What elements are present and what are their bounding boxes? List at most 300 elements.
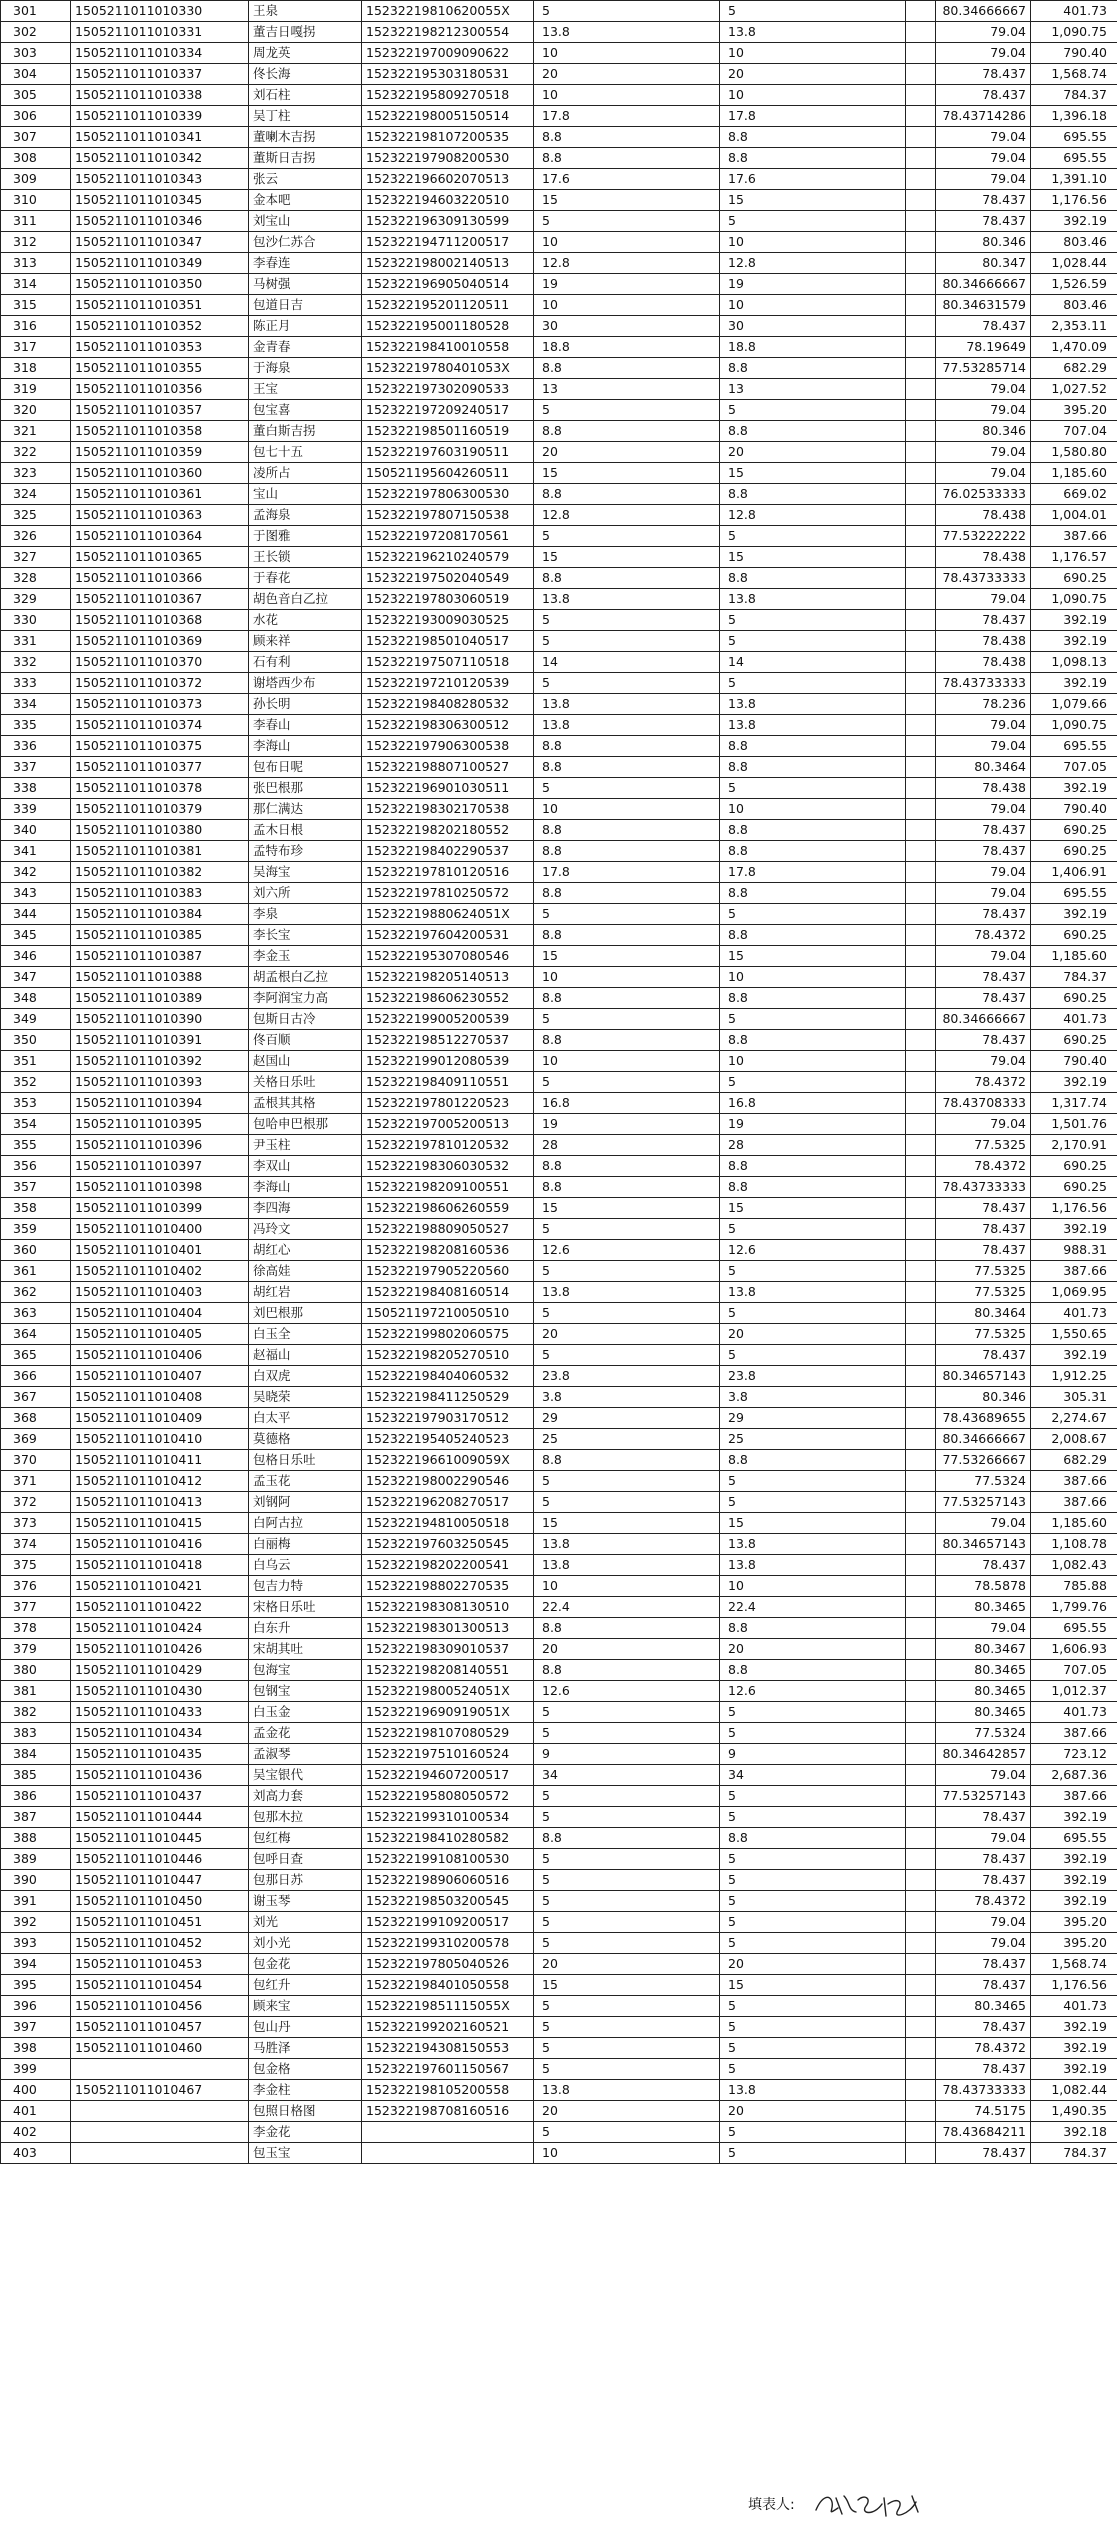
id-number-cell: 152322198511150​55X xyxy=(362,1996,534,2017)
account-number-cell: 150521101101040​8 xyxy=(71,1387,249,1408)
serial-number-cell: 348 xyxy=(1,988,71,1009)
area-a-cell: 17.8 xyxy=(534,862,720,883)
area-b-cell: 5 xyxy=(720,1345,906,1366)
blank-cell xyxy=(906,904,936,925)
account-number-cell: 150521101101036​3 xyxy=(71,505,249,526)
unit-price-cell: 78.437 xyxy=(936,988,1031,1009)
amount-cell: 1,185.60 xyxy=(1031,463,1117,484)
name-cell: 孟玉花 xyxy=(249,1471,362,1492)
name-cell: 佟百顺 xyxy=(249,1030,362,1051)
amount-cell: 1,406.91 xyxy=(1031,862,1117,883)
blank-cell xyxy=(906,1492,936,1513)
name-cell: 包道日吉 xyxy=(249,295,362,316)
area-a-cell: 5 xyxy=(534,1702,720,1723)
table-row xyxy=(1,190,1117,211)
unit-price-cell: 79.04 xyxy=(936,1933,1031,1954)
blank-cell xyxy=(906,1261,936,1282)
area-a-cell: 8.8 xyxy=(534,1660,720,1681)
serial-number-cell: 358 xyxy=(1,1198,71,1219)
serial-number-cell: 401 xyxy=(1,2101,71,2122)
area-b-cell: 8.8 xyxy=(720,736,906,757)
area-a-cell: 20 xyxy=(534,1324,720,1345)
unit-price-cell: 79.04 xyxy=(936,22,1031,43)
area-a-cell: 8.8 xyxy=(534,1618,720,1639)
table-row xyxy=(1,1765,1117,1786)
area-b-cell: 8.8 xyxy=(720,1828,906,1849)
unit-price-cell: 78.437 xyxy=(936,610,1031,631)
account-number-cell: 150521101101036​0 xyxy=(71,463,249,484)
unit-price-cell: 77.5325 xyxy=(936,1261,1031,1282)
amount-cell: 690.25 xyxy=(1031,820,1117,841)
area-b-cell: 5 xyxy=(720,1261,906,1282)
blank-cell xyxy=(906,295,936,316)
name-cell: 李金柱 xyxy=(249,2080,362,2101)
serial-number-cell: 398 xyxy=(1,2038,71,2059)
area-b-cell: 5 xyxy=(720,1996,906,2017)
area-a-cell: 15 xyxy=(534,1513,720,1534)
area-b-cell: 10 xyxy=(720,1576,906,1597)
serial-number-cell: 327 xyxy=(1,547,71,568)
area-a-cell: 13.8 xyxy=(534,1282,720,1303)
area-a-cell: 5 xyxy=(534,1219,720,1240)
name-cell: 董斯日吉拐 xyxy=(249,148,362,169)
name-cell: 李四海 xyxy=(249,1198,362,1219)
serial-number-cell: 367 xyxy=(1,1387,71,1408)
account-number-cell: 150521101101040​3 xyxy=(71,1282,249,1303)
name-cell: 于海泉 xyxy=(249,358,362,379)
area-a-cell: 19 xyxy=(534,274,720,295)
table-row xyxy=(1,64,1117,85)
id-number-cell: 152322198212300​554 xyxy=(362,22,534,43)
area-b-cell: 8.8 xyxy=(720,820,906,841)
id-number-cell: 152322197601150​567 xyxy=(362,2059,534,2080)
unit-price-cell: 78.437 xyxy=(936,2059,1031,2080)
area-b-cell: 5 xyxy=(720,2122,906,2143)
blank-cell xyxy=(906,1702,936,1723)
table-row xyxy=(1,799,1117,820)
area-a-cell: 12.8 xyxy=(534,505,720,526)
table-row xyxy=(1,316,1117,337)
area-a-cell: 8.8 xyxy=(534,1828,720,1849)
unit-price-cell: 79.04 xyxy=(936,1114,1031,1135)
table-row xyxy=(1,43,1117,64)
unit-price-cell: 78.437 xyxy=(936,904,1031,925)
account-number-cell: 150521101101038​0 xyxy=(71,820,249,841)
unit-price-cell: 78.4372 xyxy=(936,925,1031,946)
area-a-cell: 8.8 xyxy=(534,484,720,505)
name-cell: 胡孟根白乙拉 xyxy=(249,967,362,988)
table-row xyxy=(1,610,1117,631)
account-number-cell: 150521101101033​1 xyxy=(71,22,249,43)
name-cell: 包钢宝 xyxy=(249,1681,362,1702)
id-number-cell: 152322198002140​513 xyxy=(362,253,534,274)
id-number-cell: 152322198107200​535 xyxy=(362,127,534,148)
account-number-cell: 150521101101042​9 xyxy=(71,1660,249,1681)
table-row xyxy=(1,421,1117,442)
unit-price-cell: 79.04 xyxy=(936,1765,1031,1786)
serial-number-cell: 319 xyxy=(1,379,71,400)
area-a-cell: 5 xyxy=(534,1009,720,1030)
table-row xyxy=(1,715,1117,736)
id-number-cell: 152322197805040​526 xyxy=(362,1954,534,1975)
amount-cell: 785.88 xyxy=(1031,1576,1117,1597)
name-cell: 于图雅 xyxy=(249,526,362,547)
area-a-cell: 16.8 xyxy=(534,1093,720,1114)
id-number-cell: 152322196909190​51X xyxy=(362,1702,534,1723)
area-a-cell: 5 xyxy=(534,1303,720,1324)
id-number-cell: 152322198005150​514 xyxy=(362,106,534,127)
table-row xyxy=(1,925,1117,946)
area-b-cell: 5 xyxy=(720,1723,906,1744)
table-row xyxy=(1,547,1117,568)
id-number-cell: 152322198807100​527 xyxy=(362,757,534,778)
amount-cell: 695.55 xyxy=(1031,736,1117,757)
unit-price-cell: 80.3464 xyxy=(936,1303,1031,1324)
account-number-cell: 150521101101038​7 xyxy=(71,946,249,967)
area-a-cell: 10 xyxy=(534,43,720,64)
blank-cell xyxy=(906,1996,936,2017)
blank-cell xyxy=(906,1555,936,1576)
serial-number-cell: 356 xyxy=(1,1156,71,1177)
name-cell: 白丽梅 xyxy=(249,1534,362,1555)
amount-cell: 387.66 xyxy=(1031,1492,1117,1513)
id-number-cell: 152322199310200​578 xyxy=(362,1933,534,1954)
table-row xyxy=(1,505,1117,526)
unit-price-cell: 77.5325 xyxy=(936,1135,1031,1156)
id-number-cell: 152322194810050​518 xyxy=(362,1513,534,1534)
amount-cell: 392.19 xyxy=(1031,1807,1117,1828)
amount-cell: 1,391.10 xyxy=(1031,169,1117,190)
area-a-cell: 8.8 xyxy=(534,925,720,946)
blank-cell xyxy=(906,1345,936,1366)
account-number-cell: 150521101101045​6 xyxy=(71,1996,249,2017)
amount-cell: 1,108.78 xyxy=(1031,1534,1117,1555)
serial-number-cell: 364 xyxy=(1,1324,71,1345)
account-number-cell: 150521101101038​3 xyxy=(71,883,249,904)
amount-cell: 305.31 xyxy=(1031,1387,1117,1408)
name-cell: 白双虎 xyxy=(249,1366,362,1387)
area-a-cell: 19 xyxy=(534,1114,720,1135)
unit-price-cell: 79.04 xyxy=(936,43,1031,64)
serial-number-cell: 341 xyxy=(1,841,71,862)
name-cell: 宋格日乐吐 xyxy=(249,1597,362,1618)
unit-price-cell: 80.3465 xyxy=(936,1996,1031,2017)
account-number-cell: 150521101101043​6 xyxy=(71,1765,249,1786)
area-a-cell: 5 xyxy=(534,778,720,799)
id-number-cell: 152322198306030​532 xyxy=(362,1156,534,1177)
account-number-cell xyxy=(71,2143,249,2164)
account-number-cell: 150521101101034​5 xyxy=(71,190,249,211)
serial-number-cell: 313 xyxy=(1,253,71,274)
unit-price-cell: 80.3465 xyxy=(936,1597,1031,1618)
table-row xyxy=(1,337,1117,358)
area-a-cell: 13.8 xyxy=(534,2080,720,2101)
account-number-cell: 150521101101037​8 xyxy=(71,778,249,799)
account-number-cell: 150521101101040​7 xyxy=(71,1366,249,1387)
blank-cell xyxy=(906,2143,936,2164)
filler-label: 填表人: xyxy=(748,2497,795,2513)
table-row xyxy=(1,1555,1117,1576)
id-number-cell: 152322198408160​514 xyxy=(362,1282,534,1303)
table-row xyxy=(1,2122,1117,2143)
account-number-cell: 150521101101040​1 xyxy=(71,1240,249,1261)
blank-cell xyxy=(906,1030,936,1051)
area-a-cell: 5 xyxy=(534,1786,720,1807)
table-row xyxy=(1,967,1117,988)
serial-number-cell: 388 xyxy=(1,1828,71,1849)
table-row xyxy=(1,85,1117,106)
blank-cell xyxy=(906,148,936,169)
name-cell: 吴丁柱 xyxy=(249,106,362,127)
unit-price-cell: 78.437 xyxy=(936,211,1031,232)
blank-cell xyxy=(906,1765,936,1786)
area-a-cell: 5 xyxy=(534,1996,720,2017)
serial-number-cell: 325 xyxy=(1,505,71,526)
area-b-cell: 20 xyxy=(720,64,906,85)
serial-number-cell: 314 xyxy=(1,274,71,295)
amount-cell: 784.37 xyxy=(1031,85,1117,106)
table-row xyxy=(1,862,1117,883)
area-b-cell: 8.8 xyxy=(720,1156,906,1177)
unit-price-cell: 78.236 xyxy=(936,694,1031,715)
blank-cell xyxy=(906,1975,936,1996)
area-b-cell: 12.6 xyxy=(720,1240,906,1261)
name-cell: 刘钢阿 xyxy=(249,1492,362,1513)
serial-number-cell: 386 xyxy=(1,1786,71,1807)
account-number-cell: 150521101101035​7 xyxy=(71,400,249,421)
table-row xyxy=(1,1954,1117,1975)
area-a-cell: 29 xyxy=(534,1408,720,1429)
amount-cell: 1,568.74 xyxy=(1031,64,1117,85)
blank-cell xyxy=(906,715,936,736)
id-number-cell: 150521195604260​511 xyxy=(362,463,534,484)
id-number-cell: 152322197507110​518 xyxy=(362,652,534,673)
account-number-cell: 150521101101042​6 xyxy=(71,1639,249,1660)
area-a-cell: 8.8 xyxy=(534,127,720,148)
table-row xyxy=(1,1093,1117,1114)
name-cell: 李长宝 xyxy=(249,925,362,946)
area-b-cell: 8.8 xyxy=(720,358,906,379)
blank-cell xyxy=(906,505,936,526)
blank-cell xyxy=(906,1135,936,1156)
table-row xyxy=(1,484,1117,505)
serial-number-cell: 384 xyxy=(1,1744,71,1765)
serial-number-cell: 338 xyxy=(1,778,71,799)
area-a-cell: 5 xyxy=(534,2059,720,2080)
area-b-cell: 17.8 xyxy=(720,106,906,127)
unit-price-cell: 78.438 xyxy=(936,652,1031,673)
area-a-cell: 5 xyxy=(534,1912,720,1933)
amount-cell: 695.55 xyxy=(1031,883,1117,904)
area-b-cell: 5 xyxy=(720,1492,906,1513)
area-b-cell: 5 xyxy=(720,1072,906,1093)
id-number-cell: 152322197009090​622 xyxy=(362,43,534,64)
amount-cell: 395.20 xyxy=(1031,1912,1117,1933)
area-b-cell: 22.4 xyxy=(720,1597,906,1618)
name-cell: 石有利 xyxy=(249,652,362,673)
amount-cell: 690.25 xyxy=(1031,988,1117,1009)
area-a-cell: 20 xyxy=(534,2101,720,2122)
amount-cell: 690.25 xyxy=(1031,1030,1117,1051)
id-number-cell: 152322198402290​537 xyxy=(362,841,534,862)
unit-price-cell: 79.04 xyxy=(936,715,1031,736)
table-row xyxy=(1,1408,1117,1429)
table-body xyxy=(1,1,1117,2164)
area-b-cell: 20 xyxy=(720,2101,906,2122)
serial-number-cell: 317 xyxy=(1,337,71,358)
account-number-cell: 150521101101041​1 xyxy=(71,1450,249,1471)
account-number-cell: 150521101101035​6 xyxy=(71,379,249,400)
amount-cell: 1,396.18 xyxy=(1031,106,1117,127)
account-number-cell: 150521101101040​0 xyxy=(71,1219,249,1240)
amount-cell: 2,008.67 xyxy=(1031,1429,1117,1450)
name-cell: 刘光 xyxy=(249,1912,362,1933)
blank-cell xyxy=(906,1219,936,1240)
table-row xyxy=(1,295,1117,316)
unit-price-cell: 78.43708333 xyxy=(936,1093,1031,1114)
area-a-cell: 8.8 xyxy=(534,1177,720,1198)
serial-number-cell: 332 xyxy=(1,652,71,673)
account-number-cell: 150521101101044​6 xyxy=(71,1849,249,1870)
table-row xyxy=(1,274,1117,295)
area-a-cell: 8.8 xyxy=(534,148,720,169)
unit-price-cell: 78.437 xyxy=(936,1555,1031,1576)
unit-price-cell: 80.347 xyxy=(936,253,1031,274)
amount-cell: 392.19 xyxy=(1031,1072,1117,1093)
area-b-cell: 8.8 xyxy=(720,1618,906,1639)
area-a-cell: 13.8 xyxy=(534,715,720,736)
serial-number-cell: 345 xyxy=(1,925,71,946)
name-cell: 李双山 xyxy=(249,1156,362,1177)
serial-number-cell: 306 xyxy=(1,106,71,127)
name-cell: 谢玉琴 xyxy=(249,1891,362,1912)
table-row xyxy=(1,1849,1117,1870)
area-b-cell: 19 xyxy=(720,274,906,295)
area-a-cell: 15 xyxy=(534,1975,720,1996)
area-b-cell: 23.8 xyxy=(720,1366,906,1387)
name-cell: 白东升 xyxy=(249,1618,362,1639)
area-b-cell: 20 xyxy=(720,1324,906,1345)
name-cell: 白太平 xyxy=(249,1408,362,1429)
account-number-cell: 150521101101039​1 xyxy=(71,1030,249,1051)
area-a-cell: 5 xyxy=(534,1723,720,1744)
table-row xyxy=(1,379,1117,400)
serial-number-cell: 305 xyxy=(1,85,71,106)
id-number-cell: 152322196210240​579 xyxy=(362,547,534,568)
amount-cell: 1,027.52 xyxy=(1031,379,1117,400)
area-b-cell: 8.8 xyxy=(720,1660,906,1681)
area-b-cell: 3.8 xyxy=(720,1387,906,1408)
blank-cell xyxy=(906,1660,936,1681)
table-row xyxy=(1,1891,1117,1912)
serial-number-cell: 379 xyxy=(1,1639,71,1660)
id-number-cell: 152322198002290​546 xyxy=(362,1471,534,1492)
blank-cell xyxy=(906,337,936,358)
account-number-cell: 150521101101040​5 xyxy=(71,1324,249,1345)
area-b-cell: 15 xyxy=(720,547,906,568)
area-a-cell: 8.8 xyxy=(534,568,720,589)
blank-cell xyxy=(906,463,936,484)
area-a-cell: 13.8 xyxy=(534,1555,720,1576)
serial-number-cell: 343 xyxy=(1,883,71,904)
account-number-cell: 150521101101039​0 xyxy=(71,1009,249,1030)
blank-cell xyxy=(906,1324,936,1345)
serial-number-cell: 320 xyxy=(1,400,71,421)
name-cell: 那仁满达 xyxy=(249,799,362,820)
name-cell: 陈正月 xyxy=(249,316,362,337)
table-row xyxy=(1,631,1117,652)
name-cell: 金青春 xyxy=(249,337,362,358)
area-b-cell: 5 xyxy=(720,1933,906,1954)
account-number-cell: 150521101101034​2 xyxy=(71,148,249,169)
area-a-cell: 15 xyxy=(534,463,720,484)
blank-cell xyxy=(906,1093,936,1114)
amount-cell: 690.25 xyxy=(1031,1156,1117,1177)
serial-number-cell: 397 xyxy=(1,2017,71,2038)
area-b-cell: 13.8 xyxy=(720,2080,906,2101)
name-cell: 谢塔西少布 xyxy=(249,673,362,694)
serial-number-cell: 376 xyxy=(1,1576,71,1597)
name-cell: 包斯日古冷 xyxy=(249,1009,362,1030)
unit-price-cell: 78.4372 xyxy=(936,1072,1031,1093)
amount-cell: 695.55 xyxy=(1031,1618,1117,1639)
area-a-cell: 5 xyxy=(534,1261,720,1282)
name-cell: 包红梅 xyxy=(249,1828,362,1849)
area-b-cell: 8.8 xyxy=(720,757,906,778)
name-cell: 包山丹 xyxy=(249,2017,362,2038)
blank-cell xyxy=(906,1429,936,1450)
table-row xyxy=(1,1912,1117,1933)
id-number-cell: 152322196905040​514 xyxy=(362,274,534,295)
area-b-cell: 12.8 xyxy=(720,505,906,526)
blank-cell xyxy=(906,1513,936,1534)
blank-cell xyxy=(906,2017,936,2038)
account-number-cell: 150521101101045​0 xyxy=(71,1891,249,1912)
name-cell: 包那木拉 xyxy=(249,1807,362,1828)
unit-price-cell: 80.3464 xyxy=(936,757,1031,778)
name-cell: 凌所占 xyxy=(249,463,362,484)
amount-cell: 387.66 xyxy=(1031,1261,1117,1282)
serial-number-cell: 307 xyxy=(1,127,71,148)
unit-price-cell: 78.437 xyxy=(936,1030,1031,1051)
amount-cell: 401.73 xyxy=(1031,1,1117,22)
blank-cell xyxy=(906,1912,936,1933)
name-cell: 赵国山 xyxy=(249,1051,362,1072)
serial-number-cell: 304 xyxy=(1,64,71,85)
amount-cell: 392.19 xyxy=(1031,778,1117,799)
amount-cell: 1,501.76 xyxy=(1031,1114,1117,1135)
area-a-cell: 8.8 xyxy=(534,1030,720,1051)
name-cell: 李金花 xyxy=(249,2122,362,2143)
name-cell: 吴海宝 xyxy=(249,862,362,883)
amount-cell: 1,176.56 xyxy=(1031,190,1117,211)
name-cell: 包沙仁苏合 xyxy=(249,232,362,253)
amount-cell: 395.20 xyxy=(1031,400,1117,421)
table-row xyxy=(1,1282,1117,1303)
id-number-cell: 152322197905220​560 xyxy=(362,1261,534,1282)
account-number-cell: 150521101101038​4 xyxy=(71,904,249,925)
amount-cell: 1,082.44 xyxy=(1031,2080,1117,2101)
id-number-cell: 152322197302090​533 xyxy=(362,379,534,400)
area-a-cell: 5 xyxy=(534,1072,720,1093)
area-a-cell: 18.8 xyxy=(534,337,720,358)
serial-number-cell: 381 xyxy=(1,1681,71,1702)
unit-price-cell: 78.19649 xyxy=(936,337,1031,358)
id-number-cell: 152322194603220​510 xyxy=(362,190,534,211)
serial-number-cell: 374 xyxy=(1,1534,71,1555)
amount-cell: 784.37 xyxy=(1031,2143,1117,2164)
amount-cell: 682.29 xyxy=(1031,358,1117,379)
